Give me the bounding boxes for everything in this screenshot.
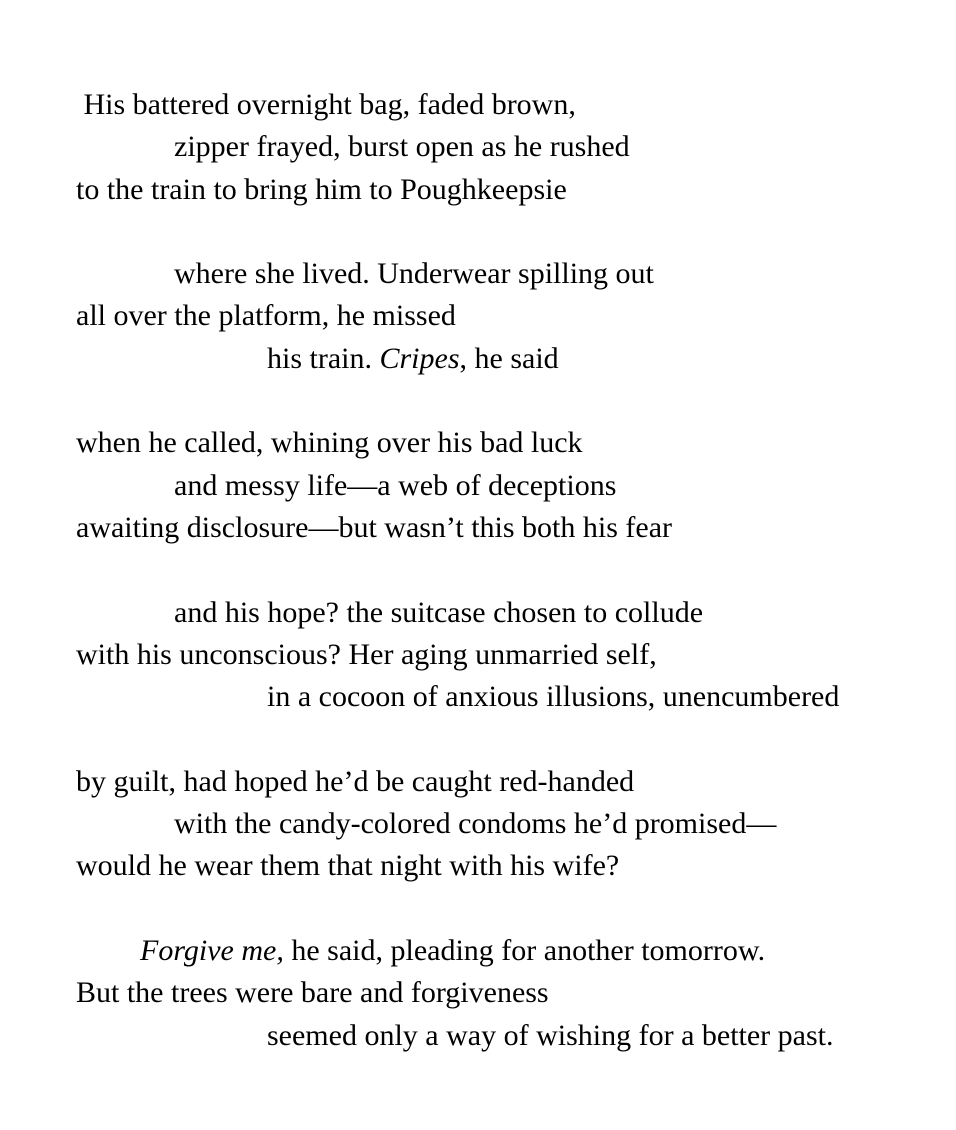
poem-text: all over the platform, he missed bbox=[76, 299, 456, 333]
stanza bbox=[76, 761, 936, 888]
poem-text: and his hope? the suitcase chosen to collude bbox=[174, 595, 704, 629]
poem-line bbox=[76, 84, 936, 126]
poem-line bbox=[267, 338, 936, 380]
poem-text-italic: Cripes bbox=[379, 341, 460, 375]
poem-line bbox=[76, 972, 936, 1014]
stanza bbox=[76, 422, 936, 549]
poem-line bbox=[76, 169, 936, 211]
poem-text: with his unconscious? Her aging unmarried self, bbox=[76, 637, 657, 671]
poem-line bbox=[267, 676, 936, 718]
poem-line bbox=[76, 761, 936, 803]
poem-text: , he said bbox=[459, 341, 559, 375]
poem-text: zipper frayed, burst open as he rushed bbox=[174, 130, 630, 164]
poem-text: he said, pleading for another tomorrow. bbox=[283, 933, 766, 967]
poem-line bbox=[267, 1015, 936, 1057]
poem-text: where she lived. Underwear spilling out bbox=[174, 257, 654, 291]
poem-line bbox=[174, 253, 936, 295]
stanza bbox=[76, 592, 936, 719]
poem-text: by guilt, had hoped he’d be caught red-handed bbox=[76, 764, 635, 798]
poem-line bbox=[76, 295, 936, 337]
poem-line bbox=[174, 465, 936, 507]
poem-text: awaiting disclosure—but wasn’t this both his fear bbox=[76, 510, 673, 544]
poem-text: But the trees were bare and forgiveness bbox=[76, 976, 549, 1010]
stanza bbox=[76, 84, 936, 211]
poem-text: seemed only a way of wishing for a better past. bbox=[267, 1018, 834, 1052]
poem-line bbox=[174, 126, 936, 168]
poem-text: in a cocoon of anxious illusions, unencumbered bbox=[267, 680, 840, 714]
poem bbox=[76, 84, 936, 1057]
poem-line bbox=[174, 592, 936, 634]
poem-text: with the candy-colored condoms he’d promised— bbox=[174, 807, 777, 841]
poem-line bbox=[76, 507, 936, 549]
poem-text: would he wear them that night with his wife? bbox=[76, 849, 620, 883]
poem-text: and messy life—a web of deceptions bbox=[174, 468, 617, 502]
stanza bbox=[76, 930, 936, 1057]
poem-text: when he called, whining over his bad luck bbox=[76, 426, 583, 460]
poem-text-italic: Forgive me, bbox=[140, 933, 284, 967]
poem-text: His battered overnight bag, faded brown, bbox=[76, 88, 576, 121]
poem-text: his train. bbox=[267, 341, 380, 375]
poem-line bbox=[140, 930, 936, 972]
poem-text: to the train to bring him to Poughkeepsie bbox=[76, 172, 567, 206]
poem-line bbox=[76, 634, 936, 676]
poem-line bbox=[76, 422, 936, 464]
poem-line bbox=[174, 803, 936, 845]
poem-line bbox=[76, 845, 936, 887]
stanza bbox=[76, 253, 936, 380]
